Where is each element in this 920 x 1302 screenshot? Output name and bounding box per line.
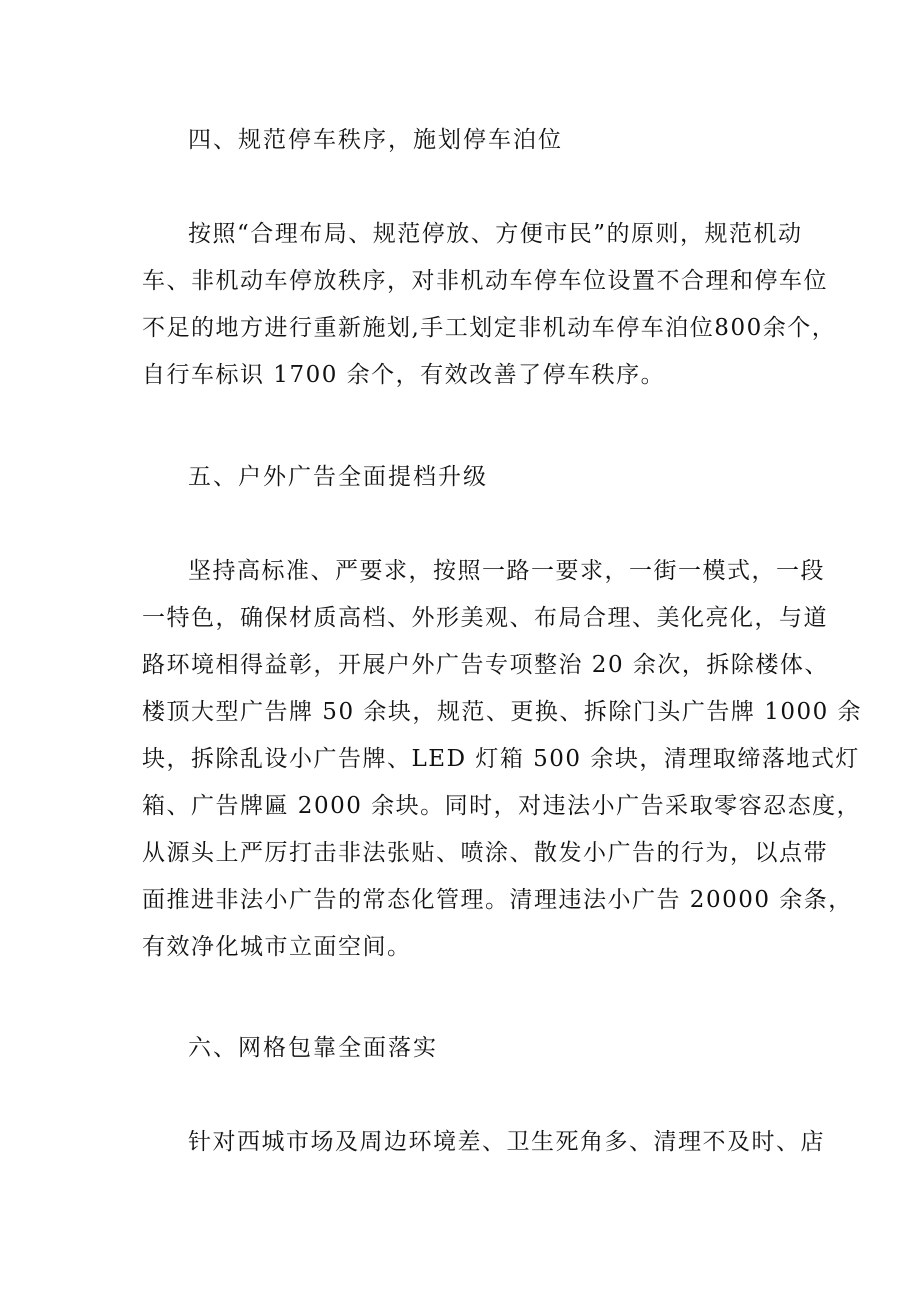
paragraph-line: 路环境相得益彰，开展户外广告专项整治 20 余次，拆除楼体、	[142, 652, 829, 678]
paragraph-parking	[142, 211, 837, 399]
paragraph-outdoor-ads	[142, 548, 863, 971]
paragraph-line: 针对西城市场及周边环境差、卫生死角多、清理不及时、店	[188, 1129, 825, 1155]
section-heading-5: 五、户外广告全面提档升级	[188, 464, 488, 490]
paragraph-line: 按照“合理布局、规范停放、方便市民”的原则，规范机动	[188, 221, 803, 247]
paragraph-line: 坚持高标准、严要求，按照一路一要求，一街一模式，一段	[188, 558, 825, 584]
paragraph-line: 车、非机动车停放秩序，对非机动车停车位设置不合理和停车位	[142, 268, 828, 294]
paragraph-line: 自行车标识 1700 余个，有效改善了停车秩序。	[142, 362, 666, 388]
paragraph-line: 一特色，确保材质高档、外形美观、布局合理、美化亮化，与道	[142, 605, 828, 631]
paragraph-line: 不足的地方进行重新施划,手工划定非机动车停车泊位800余个，	[142, 315, 837, 341]
paragraph-line: 有效净化城市立面空间。	[142, 934, 412, 960]
section-heading-6: 六、网格包靠全面落实	[188, 1035, 438, 1061]
paragraph-line: 从源头上严厉打击非法张贴、喷涂、散发小广告的行为，以点带	[142, 840, 828, 866]
paragraph-line: 楼顶大型广告牌 50 余块，规范、更换、拆除门头广告牌 1000 余	[142, 699, 863, 725]
paragraph-grid-management	[142, 1119, 825, 1166]
paragraph-line: 箱、广告牌匾 2000 余块。同时，对违法小广告采取零容忍态度，	[142, 793, 862, 819]
section-heading-4: 四、规范停车秩序，施划停车泊位	[188, 127, 563, 153]
paragraph-line: 面推进非法小广告的常态化管理。清理违法小广告 20000 余条，	[142, 887, 853, 913]
paragraph-line: 块，拆除乱设小广告牌、LED 灯箱 500 余块，清理取缔落地式灯	[142, 746, 860, 772]
